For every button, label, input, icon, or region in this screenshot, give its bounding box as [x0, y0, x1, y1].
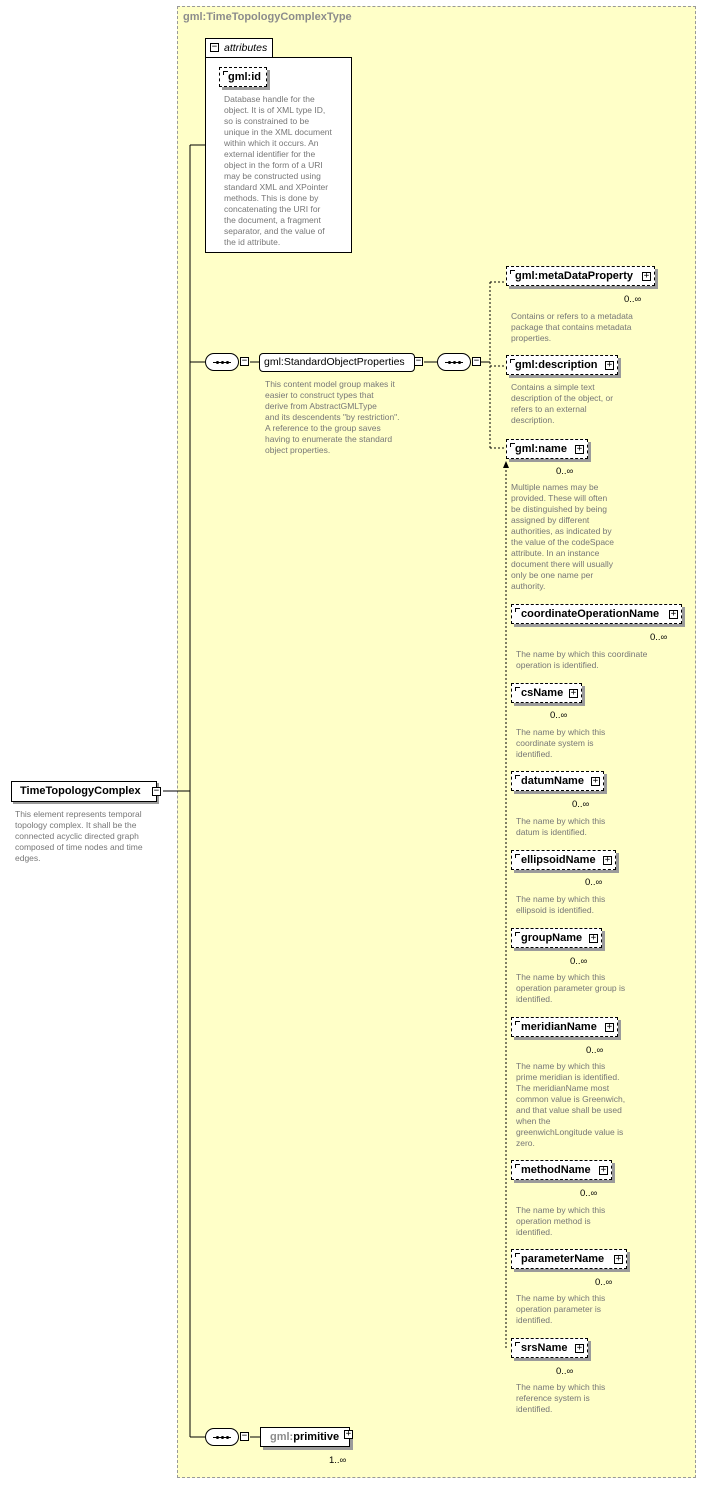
element-name-label: gml:name — [515, 443, 567, 455]
collapse-group-icon[interactable]: − — [415, 356, 422, 366]
element-csname-doc: The name by which this coordinate system is identified. — [516, 727, 606, 759]
collapse-sequence-3-icon[interactable]: − — [241, 1431, 248, 1441]
element-ellipsoidname[interactable] — [511, 850, 616, 870]
element-methodname[interactable] — [511, 1160, 612, 1180]
element-meridianname-doc: The name by which this prime meridian is identified. The meridianName most common value is Greenwich, and that value shall be used when the greenwichLongitude value is zero. — [516, 1061, 626, 1148]
element-ellipsoidname-cardinality: 0..∞ — [585, 877, 603, 888]
attribute-gml-id-label: gml:id — [228, 71, 261, 83]
element-primitive-cardinality: 1..∞ — [329, 1455, 347, 1466]
element-groupname-cardinality: 0..∞ — [570, 956, 588, 967]
element-csname-cardinality: 0..∞ — [550, 710, 568, 721]
attributes-tab[interactable] — [205, 38, 273, 57]
element-ellipsoidname-doc: The name by which this ellipsoid is identified. — [516, 894, 606, 915]
sequence-compositor-3[interactable] — [205, 1428, 239, 1446]
element-datumname[interactable] — [511, 771, 604, 791]
element-name-doc: Multiple names may be provided. These will often be distinguished by being assigned by different authorities, as indicated by the value of the codeSpace attribute. In an instance document there will usually only be one name per authority. — [511, 482, 615, 591]
element-primitive[interactable] — [260, 1427, 350, 1447]
group-standard-object-properties-label: gml:StandardObjectProperties — [264, 356, 405, 368]
element-marker-icon — [510, 443, 515, 447]
element-metadataproperty[interactable] — [506, 266, 655, 286]
element-datumname-doc: The name by which this datum is identified. — [516, 816, 606, 837]
element-marker-icon — [515, 1342, 520, 1346]
element-metadataproperty-cardinality: 0..∞ — [624, 294, 642, 305]
element-marker-icon — [515, 932, 520, 936]
element-marker-icon — [515, 608, 520, 612]
collapse-sequence-1-icon[interactable]: − — [241, 356, 248, 366]
root-element-label: TimeTopologyComplex — [20, 785, 141, 797]
expand-description-icon[interactable]: + — [606, 360, 613, 370]
element-marker-icon — [515, 775, 520, 779]
sequence-compositor-1[interactable] — [205, 353, 239, 371]
group-standard-object-properties-doc: This content model group makes it easier to construct types that derive from AbstractGMLType and its descendents "by restriction". A reference to the group saves having to enumerate the standard object properties. — [265, 379, 400, 455]
expand-groupname-icon[interactable]: + — [590, 933, 597, 943]
element-meridianname-cardinality: 0..∞ — [586, 1045, 604, 1056]
expand-name-icon[interactable]: + — [576, 444, 583, 454]
element-marker-icon — [515, 1164, 520, 1168]
expand-methodname-icon[interactable]: + — [600, 1165, 607, 1175]
complex-type-title: gml:TimeTopologyComplexType — [183, 11, 352, 23]
attributes-tab-label: attributes — [224, 42, 268, 54]
element-marker-icon — [515, 854, 520, 858]
attribute-gml-id-doc: Database handle for the object. It is of XML type ID, so is constrained to be unique in the XML document within which it occurs. An external identifier for the object in the form of a URI may be constructed using standard XML and XPointer methods. This is done by concatenating the URI for the document, a fragment separator, and the value of the id attribute. — [224, 94, 332, 247]
element-name-cardinality: 0..∞ — [556, 466, 574, 477]
element-methodname-label: methodName — [521, 1164, 591, 1176]
element-metadataproperty-doc: Contains or refers to a metadata package that contains metadata properties. — [511, 311, 633, 343]
collapse-sequence-2-icon[interactable]: − — [473, 356, 480, 366]
element-name[interactable] — [506, 439, 588, 459]
expand-parametername-icon[interactable]: + — [615, 1254, 622, 1264]
element-srsname-cardinality: 0..∞ — [556, 1366, 574, 1377]
expand-csname-icon[interactable]: + — [570, 688, 577, 698]
element-meridianname[interactable] — [511, 1017, 618, 1037]
root-element-doc: This element represents temporal topology complex. It shall be the connected acyclic directed graph composed of time nodes and time edges. — [15, 809, 143, 863]
expand-ellipsoidname-icon[interactable]: + — [604, 855, 611, 865]
element-srsname-label: srsName — [521, 1342, 568, 1354]
element-ellipsoidname-label: ellipsoidName — [521, 854, 596, 866]
element-primitive-label: primitive — [293, 1431, 340, 1443]
expand-srsname-icon[interactable]: + — [576, 1343, 583, 1353]
element-datumname-cardinality: 0..∞ — [572, 799, 590, 810]
element-csname[interactable] — [511, 683, 582, 703]
element-datumname-label: datumName — [521, 775, 584, 787]
element-parametername-cardinality: 0..∞ — [595, 1277, 613, 1288]
element-coordinateoperationname-cardinality: 0..∞ — [650, 632, 668, 643]
attribute-gml-id[interactable] — [219, 67, 267, 87]
element-marker-icon — [510, 270, 515, 274]
element-primitive-prefix: gml: — [270, 1431, 294, 1443]
element-description-label: gml:description — [515, 359, 598, 371]
element-meridianname-label: meridianName — [521, 1021, 597, 1033]
element-metadataproperty-label: gml:metaDataProperty — [515, 270, 633, 282]
element-parametername-doc: The name by which this operation parameter is identified. — [516, 1293, 606, 1325]
element-groupname[interactable] — [511, 928, 602, 948]
element-description-doc: Contains a simple text description of the object, or refers to an external description. — [511, 382, 614, 425]
element-parametername[interactable] — [511, 1249, 627, 1269]
element-marker-icon — [515, 1253, 520, 1257]
attribute-marker-icon — [223, 71, 228, 75]
element-description[interactable] — [506, 355, 618, 375]
root-element-timetopologycomplex[interactable] — [11, 781, 160, 802]
expand-coordinateoperationname-icon[interactable]: + — [670, 609, 677, 619]
element-parametername-label: parameterName — [521, 1253, 605, 1265]
sequence-compositor-2[interactable] — [437, 353, 471, 371]
expand-meridianname-icon[interactable]: + — [606, 1022, 613, 1032]
element-csname-label: csName — [521, 687, 564, 699]
element-coordinateoperationname[interactable] — [511, 604, 682, 624]
element-coordinateoperationname-label: coordinateOperationName — [521, 608, 660, 620]
element-marker-icon — [515, 687, 520, 691]
element-srsname-doc: The name by which this reference system is identified. — [516, 1382, 606, 1414]
element-groupname-label: groupName — [521, 932, 583, 944]
element-groupname-doc: The name by which this operation parameter group is identified. — [516, 972, 626, 1004]
expand-datumname-icon[interactable]: + — [592, 776, 599, 786]
element-methodname-doc: The name by which this operation method is identified. — [516, 1205, 606, 1237]
element-srsname[interactable] — [511, 1338, 588, 1358]
expand-primitive-icon[interactable]: + — [345, 1429, 352, 1439]
element-methodname-cardinality: 0..∞ — [580, 1188, 598, 1199]
element-marker-icon — [510, 359, 515, 363]
group-standard-object-properties[interactable] — [259, 353, 415, 372]
element-coordinateoperationname-doc: The name by which this coordinate operation is identified. — [516, 649, 648, 670]
collapse-attributes-icon[interactable]: − — [211, 42, 218, 52]
element-marker-icon — [515, 1021, 520, 1025]
collapse-root-icon[interactable]: − — [153, 786, 160, 796]
expand-metadataproperty-icon[interactable]: + — [643, 271, 650, 281]
